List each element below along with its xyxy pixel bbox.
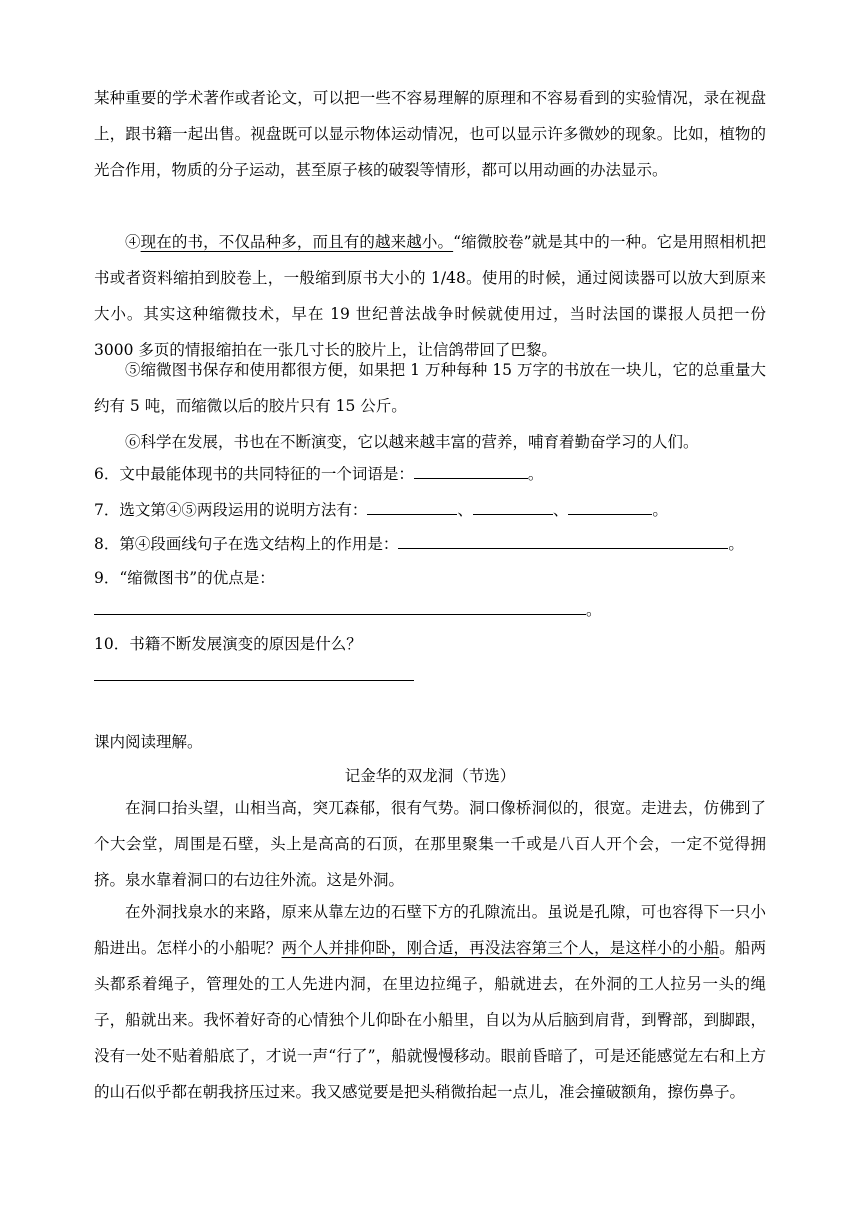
answer-blank-q8[interactable] [398, 532, 728, 549]
section-heading: 课内阅读理解。 [94, 733, 203, 751]
answer-blank-q7-1[interactable] [367, 498, 457, 515]
answer-blank-q7-2[interactable] [473, 498, 553, 515]
question-9-answer-line: 。 [94, 598, 602, 622]
answer-blank-q7-3[interactable] [568, 498, 652, 515]
passage-paragraph-6: ⑥科学在发展，书也在不断演变，它以越来越丰富的营养，哺育着勤奋学习的人们。 [125, 433, 699, 451]
question-9: 9．“缩微图书”的优点是： [94, 569, 275, 587]
answer-blank-q9[interactable] [94, 598, 586, 615]
answer-blank-q10[interactable] [94, 664, 414, 681]
passage-paragraph-continued: 某种重要的学术著作或者论文，可以把一些不容易理解的原理和不容易看到的实验情况，录在视盘上，跟书籍一起出售。视盘既可以显示物体运动情况，也可以显示许多微妙的现象。比如，植物的光合作用，物质的分子运动，甚至原子核的破裂等情形，都可以用动画的办法显示。 [94, 89, 766, 179]
paragraph-2-underlined-sentence: 两个人并排仰卧，刚合适，再没法容第三个人，是这样小的小船 [281, 939, 720, 957]
question-8: 8．第④段画线句子在选文结构上的作用是： 。 [94, 532, 744, 556]
question-10-answer-line [94, 664, 414, 688]
paragraph-2-text-rest: 。船两头都系着绳子，管理处的工人先进内洞，在里边拉绳子，船就进去，在外洞的工人拉另一头的绳子，船就出来。我怀着好奇的心情独个儿仰卧在小船里，自以为从后脑到肩背，到臀部，到脚跟，没有一处不贴着船底了，才说一声“行了”，船就慢慢移动。眼前昏暗了，可是还能感觉左右和上方的山石似乎都在朝我挤压过来。我又感觉要是把头稍微抬起一点儿，准会撞破额角，擦伤鼻子。 [94, 939, 766, 1101]
article-title: 记金华的双龙洞（节选） [344, 767, 516, 785]
answer-blank-q6[interactable] [414, 462, 528, 479]
question-10: 10．书籍不断发展演变的原因是什么？ [94, 635, 362, 653]
paragraph-4-number: ④ [125, 233, 141, 251]
question-6-text: 6．文中最能体现书的共同特征的一个词语是： [94, 465, 414, 483]
question-6: 6．文中最能体现书的共同特征的一个词语是： 。 [94, 462, 543, 486]
passage-paragraph-5: ⑤缩微图书保存和使用都很方便，如果把 1 万种每种 15 万字的书放在一块儿，它的总重量大约有 5 吨，而缩微以后的胶片只有 15 公斤。 [94, 361, 766, 415]
question-8-text: 8．第④段画线句子在选文结构上的作用是： [94, 535, 399, 553]
paragraph-2-text-start: 在外洞找泉水的来路，原来从靠左边的石壁下方的孔隙流出。虽说是孔隙，可也容得下一只小船进出。怎样小的小船呢？ [94, 903, 766, 957]
question-7-text: 7．选文第④⑤两段运用的说明方法有： [94, 501, 368, 519]
paragraph-4-underlined-sentence: 现在的书，不仅品种多，而且有的越来越小。 [140, 233, 454, 251]
article-paragraph-1: 在洞口抬头望，山相当高，突兀森郁，很有气势。洞口像桥洞似的，很宽。走进去，仿佛到了个大会堂，周围是石壁，头上是高高的石顶，在那里聚集一千或是八百人开个会，一定不觉得拥挤。泉水靠着洞口的右边往外流。这是外洞。 [94, 799, 766, 889]
passage-paragraph-4 [94, 224, 766, 368]
paragraph-4-text: “缩微胶卷”就是其中的一种。它是用照相机把书或者资料缩拍到胶卷上，一般缩到原书大小的 1/48。使用的时候，通过阅读器可以放大到原来大小。其实这种缩微技术，早在 19 世纪普法战争时候就使用过，当时法国的谍报人员把一份 3000 多页的情报缩拍在一张几寸长的胶片上，让信鸽带回了巴黎。 [94, 233, 766, 359]
article-paragraph-2 [94, 894, 766, 1110]
question-7: 7．选文第④⑤两段运用的说明方法有： 、 、 。 [94, 498, 668, 522]
